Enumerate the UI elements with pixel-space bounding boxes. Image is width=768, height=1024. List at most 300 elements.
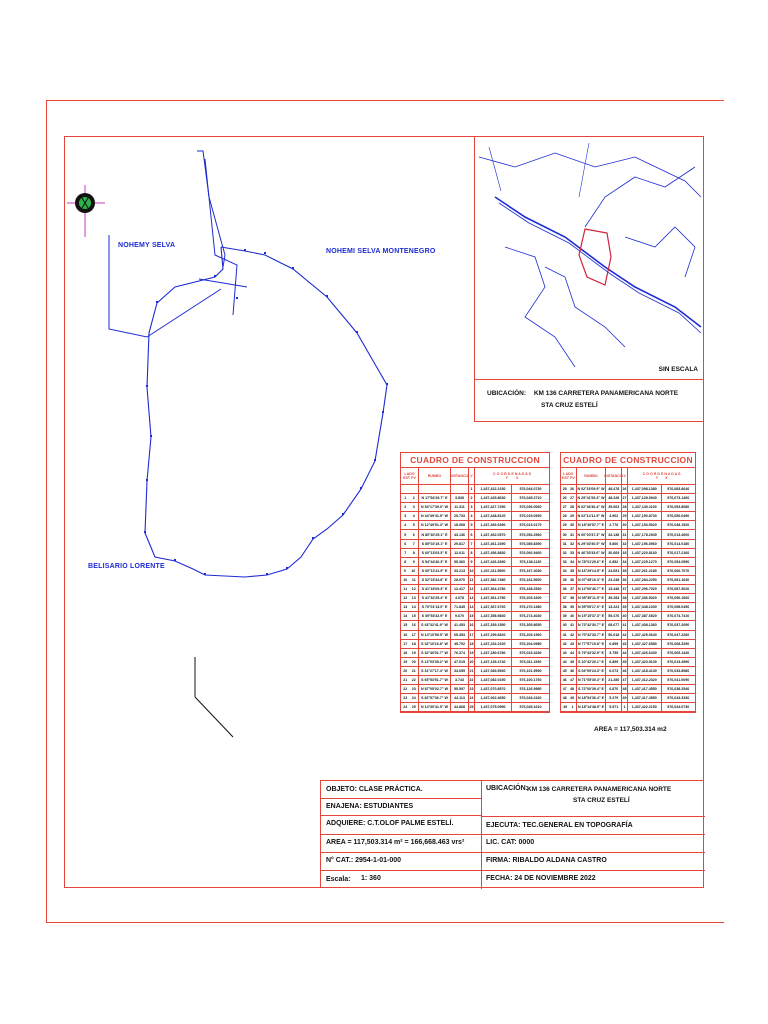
cell-y: 1,437,178.2940 xyxy=(628,530,662,538)
col-lado: LADO xyxy=(563,472,574,476)
cell-distancia: 3.839 xyxy=(451,494,469,502)
cell-rumbo: S 39°53'32.9" E xyxy=(419,612,451,620)
cell-rumbo: N 18°40'57.7" E xyxy=(577,521,607,529)
cell-vertex: 44 xyxy=(622,649,628,657)
cell-est-pv: 42 43 xyxy=(561,640,577,648)
col-x: X xyxy=(515,476,519,480)
inset-location-line2: STA CRUZ ESTELÍ xyxy=(541,402,598,409)
cell-x: 576,204.0980 xyxy=(519,641,542,646)
cell-est-pv: 10 11 xyxy=(401,576,419,584)
cell-rumbo: S 10°42'20.1" E xyxy=(577,658,607,666)
cell-y: 1,437,098.1380 xyxy=(628,485,662,493)
cell-rumbo: S 70°01'13.0" E xyxy=(419,603,451,611)
cell-vertex: 7 xyxy=(469,540,475,548)
cell-y: 1,437,422.2150 xyxy=(475,485,512,493)
cell-rumbo: N 02°46'46.4" W xyxy=(577,503,607,511)
cell-x: 576,274.4040 xyxy=(519,614,542,619)
cell-x: 576,015.0930 xyxy=(519,514,542,519)
cell-distancia: 6.852 xyxy=(606,558,622,566)
cell-est-pv: 37 38 xyxy=(561,594,577,602)
ejecuta-field: EJECUTA: TEC.GENERAL EN TOPOGRAFÍA xyxy=(486,822,633,829)
cell-vertex: 36 xyxy=(622,576,628,584)
inset-location-line1: KM 136 CARRETERA PANAMERICANA NORTE xyxy=(533,390,679,397)
table-row xyxy=(401,558,549,567)
cell-est-pv: 31 32 xyxy=(561,540,577,548)
cell-distancia: 2.776 xyxy=(606,521,622,529)
firma-field: FIRMA: RIBALDO ALDANA CASTRO xyxy=(486,857,607,864)
cell-rumbo: N 14°10'59.5" W xyxy=(419,631,451,639)
area-total: AREA = 117,503.314 m2 xyxy=(594,726,667,733)
cell-x: 576,013.4000 xyxy=(667,532,690,537)
cell-vertex: 11 xyxy=(469,576,475,584)
cell-x: 576,270.1380 xyxy=(519,605,542,610)
cell-distancia: 6.899 xyxy=(606,640,622,648)
cell-est-pv: 6 7 xyxy=(401,540,419,548)
cell-x: 576,087.3020 xyxy=(667,587,690,592)
cell-est-pv: 39 40 xyxy=(561,612,577,620)
cell-x: 576,101.9590 xyxy=(519,668,542,673)
cell-y: 1,437,387.6520 xyxy=(628,612,662,620)
cell-est-pv: 28 29 xyxy=(561,512,577,520)
table-row xyxy=(561,621,695,630)
cell-distancia: 55.476 xyxy=(606,612,622,620)
table-row xyxy=(401,703,549,712)
col-pv: PV xyxy=(411,476,416,480)
cell-rumbo: S 85°02'19.1" E xyxy=(419,540,451,548)
parcel-boundary xyxy=(145,247,387,577)
cell-est-pv: 24 25 xyxy=(401,703,419,711)
col-est: EST xyxy=(561,476,569,480)
cell-distancia: 71.845 xyxy=(451,603,469,611)
col-distancia: DISTANCIA xyxy=(451,468,469,484)
cell-vertex: 20 xyxy=(469,658,475,666)
cell-x: 576,011.1530 xyxy=(519,659,542,664)
cell-y: 1,437,382.7480 xyxy=(475,576,512,584)
cell-x: 576,054.2560 xyxy=(519,532,542,537)
cell-distancia: 55.360 xyxy=(451,558,469,566)
cell-y: 1,437,358.9830 xyxy=(475,612,512,620)
cell-y: 1,437,425.8630 xyxy=(475,494,512,502)
outer-frame-bottom xyxy=(46,922,724,923)
cell-distancia: 9.670 xyxy=(451,612,469,620)
construction-table-title: CUADRO DE CONSTRUCCION xyxy=(401,453,549,468)
cell-distancia: 39.283 xyxy=(606,594,622,602)
ubicacion-line1: KM 136 CARRETERA PANAMERICANA NORTE xyxy=(527,786,672,793)
cell-est-pv: 19 20 xyxy=(401,658,419,666)
cell-vertex: 5 xyxy=(469,521,475,529)
cell-distancia: 76.374 xyxy=(451,649,469,657)
cell-x: 576,050.0490 xyxy=(667,514,690,519)
cell-rumbo: S 41°32'25.4" E xyxy=(419,594,451,602)
table-body-right xyxy=(561,485,695,712)
cell-y: 1,437,427.6580 xyxy=(628,640,662,648)
cell-distancia: 44.868 xyxy=(451,703,469,711)
cell-est-pv: 13 14 xyxy=(401,603,419,611)
cell-rumbo: S 13°03'39.2" W xyxy=(419,658,451,666)
cell-distancia: 48.228 xyxy=(606,494,622,502)
cell-est-pv: 3 4 xyxy=(401,512,419,520)
cell-distancia: 4.078 xyxy=(451,594,469,602)
cell-est-pv: 2 3 xyxy=(401,503,419,511)
cell-est-pv: 22 23 xyxy=(401,685,419,693)
cell-y: 1,437,427.7250 xyxy=(475,503,512,511)
cell-y: 1,437,408.1360 xyxy=(628,621,662,629)
col-distancia: DISTANCIA xyxy=(606,468,622,484)
cell-distancia: 68.677 xyxy=(606,621,622,629)
cell-rumbo: N 78°01'29.6" E xyxy=(577,558,607,566)
cell-y: 1,437,461.2390 xyxy=(475,540,512,548)
cell-y: 1,437,296.7020 xyxy=(628,585,662,593)
cell-est-pv: 12 13 xyxy=(401,594,419,602)
cell-x: 576,305.8650 xyxy=(519,623,542,628)
cell-distancia: 3.743 xyxy=(451,676,469,684)
cell-y: 1,437,225.1270 xyxy=(628,558,662,566)
cell-rumbo: N 87°05'02.7" W xyxy=(419,685,451,693)
cell-vertex: 40 xyxy=(622,612,628,620)
table-row xyxy=(401,585,549,594)
cell-rumbo: S 79°43'32.9" E xyxy=(577,649,607,657)
cell-x: 576,126.9980 xyxy=(519,687,542,692)
cell-y: 1,437,180.6780 xyxy=(475,649,512,657)
table-row xyxy=(561,576,695,585)
table-row xyxy=(401,631,549,640)
escala-label: Escala: xyxy=(326,876,351,883)
cell-rumbo: S 54°44'40.3" E xyxy=(419,558,451,566)
cell-est-pv: 7 8 xyxy=(401,549,419,557)
cell-vertex: 31 xyxy=(622,530,628,538)
table-row xyxy=(561,558,695,567)
cell-rumbo: N 71°05'30.3" E xyxy=(577,676,607,684)
cell-x: 576,043.3330 xyxy=(667,696,690,701)
cell-est-pv: 15 16 xyxy=(401,621,419,629)
cell-x: 576,043.4160 xyxy=(519,696,542,701)
table-row xyxy=(401,521,549,530)
cell-distancia: 13.223 xyxy=(606,603,622,611)
cell-vertex: 14 xyxy=(469,603,475,611)
cell-est-pv: 23 24 xyxy=(401,694,419,702)
cell-x: 576,014.0180 xyxy=(667,541,690,546)
cell-y: 1,437,361.2780 xyxy=(475,594,512,602)
cell-y: 1,437,070.8570 xyxy=(475,685,512,693)
cell-est-pv: 17 18 xyxy=(401,640,419,648)
cell-x: 576,013.4590 xyxy=(667,659,690,664)
parcel-highlight xyxy=(579,229,611,285)
cell-rumbo: N 18°54'36.4" E xyxy=(577,694,607,702)
inset-map-drawing xyxy=(475,137,704,379)
cell-distancia: 30.669 xyxy=(606,549,622,557)
scale-note: SIN ESCALA xyxy=(658,366,698,373)
cell-vertex: 12 xyxy=(469,585,475,593)
cell-vertex: 9 xyxy=(469,558,475,566)
cell-distancia: 47.015 xyxy=(451,658,469,666)
cell-distancia: 4.902 xyxy=(606,512,622,520)
cell-rumbo: N 77°57'10.8" E xyxy=(577,640,607,648)
cell-y: 1,437,367.6760 xyxy=(475,603,512,611)
table-row xyxy=(401,603,549,612)
outer-frame-top xyxy=(46,100,724,101)
cell-x: 576,048.1520 xyxy=(667,523,690,528)
cell-distancia: 33.213 xyxy=(451,567,469,575)
cell-vertex: 29 xyxy=(622,512,628,520)
cell-vertex: 49 xyxy=(622,694,628,702)
cell-rumbo: N 00°20'47.3" W xyxy=(577,530,607,538)
cell-x: 576,053.8080 xyxy=(667,505,690,510)
cell-rumbo: N 70°32'33.7" E xyxy=(577,631,607,639)
cell-vertex: 10 xyxy=(469,567,475,575)
col-v: V xyxy=(622,468,628,484)
cell-vertex: 41 xyxy=(622,621,628,629)
cell-distancia: 45.702 xyxy=(451,640,469,648)
cell-rumbo: N 17°54'29.7" E xyxy=(419,494,451,502)
cell-y: 1,437,284.2250 xyxy=(628,576,662,584)
cell-x: 576,138.1130 xyxy=(519,559,542,564)
col-y: Y xyxy=(505,476,508,480)
cell-y: 1,437,062.4650 xyxy=(475,694,512,702)
cell-y: 1,437,128.0940 xyxy=(628,494,662,502)
cell-x: 576,100.1760 xyxy=(519,678,542,683)
cell-rumbo: S 65°53'51.7" W xyxy=(419,676,451,684)
cell-rumbo: N 15°15'37.3" E xyxy=(577,612,607,620)
location-inset-map xyxy=(474,137,704,380)
cell-y: 1,437,423.9130 xyxy=(628,658,662,666)
cell-x: 576,023.3230 xyxy=(519,650,542,655)
cell-y: 1,437,466.6390 xyxy=(475,521,512,529)
cell-x: 576,203.1960 xyxy=(519,632,542,637)
ubicacion-label: UBICACIÓN: xyxy=(486,785,528,792)
table-row xyxy=(561,567,695,576)
cell-distancia: 12.611 xyxy=(451,549,469,557)
table-header xyxy=(561,468,695,485)
cell-est-pv: 1 2 xyxy=(401,494,419,502)
table-row xyxy=(561,549,695,558)
cell-distancia: 28.970 xyxy=(451,576,469,584)
cell-vertex: 16 xyxy=(469,621,475,629)
cell-distancia: 41.453 xyxy=(451,621,469,629)
cell-x: 576,167.4030 xyxy=(519,568,542,573)
cell-est-pv: 25 26 xyxy=(561,485,577,493)
cell-x: 576,168.2530 xyxy=(519,587,542,592)
cell-y: 1,437,448.8120 xyxy=(475,512,512,520)
cell-distancia: 11.311 xyxy=(451,503,469,511)
cell-vertex: 26 xyxy=(622,485,628,493)
table-row xyxy=(561,521,695,530)
cell-vertex: 38 xyxy=(622,594,628,602)
cell-rumbo: N 07°45'10.3" E xyxy=(577,576,607,584)
cell-vertex: 47 xyxy=(622,676,628,684)
table-row xyxy=(401,612,549,621)
road-line xyxy=(205,159,237,315)
cell-est-pv: 9 10 xyxy=(401,567,419,575)
construction-table-title: CUADRO DE CONSTRUCCION xyxy=(561,453,695,468)
cell-y: 1,437,348.1030 xyxy=(628,603,662,611)
cell-est-pv: 30 31 xyxy=(561,530,577,538)
construction-table-left xyxy=(400,452,550,713)
cell-distancia: 29.817 xyxy=(451,540,469,548)
table-row xyxy=(401,530,549,539)
cell-y: 1,437,082.0150 xyxy=(475,676,512,684)
cell-x: 576,161.5600 xyxy=(519,577,542,582)
cell-distancia: 13.448 xyxy=(606,585,622,593)
cell-vertex: 3 xyxy=(469,503,475,511)
cell-x: 576,054.0590 xyxy=(667,559,690,564)
cell-distancia: 18.068 xyxy=(451,521,469,529)
cell-est-pv: 47 48 xyxy=(561,685,577,693)
col-coordenadas: C O O R D E N A D A S xyxy=(492,472,531,476)
table-row xyxy=(561,667,695,676)
cell-x: 576,065.1420 xyxy=(667,650,690,655)
vertex-markers xyxy=(144,249,388,575)
cell-x: 576,038.2540 xyxy=(667,687,690,692)
table-row xyxy=(401,649,549,658)
cell-x: 576,013.0170 xyxy=(519,523,542,528)
cell-distancia: 44.113 xyxy=(451,694,469,702)
cell-est-pv: 36 37 xyxy=(561,585,577,593)
cell-est-pv: 21 22 xyxy=(401,676,419,684)
cell-est-pv: 35 36 xyxy=(561,576,577,584)
construction-table-right xyxy=(560,452,696,713)
cell-y: 1,437,339.1550 xyxy=(475,621,512,629)
owner-label-west: BELISARIO LORENTE xyxy=(88,563,165,570)
cell-vertex: 6 xyxy=(469,530,475,538)
cell-rumbo: S 60°12'41.9" E xyxy=(419,567,451,575)
cell-y: 1,437,261.2180 xyxy=(628,567,662,575)
table-row xyxy=(561,640,695,649)
table-row xyxy=(561,585,695,594)
cell-rumbo: S 02°23'34.8" E xyxy=(419,576,451,584)
cell-y: 1,437,418.4130 xyxy=(628,667,662,675)
cell-rumbo: N 12°49'51.3" W xyxy=(419,521,451,529)
cell-distancia xyxy=(451,485,469,493)
north-arrow-icon xyxy=(67,185,105,237)
neighbor-boundary xyxy=(109,235,221,337)
cell-rumbo: N 29°41'53.3" W xyxy=(577,494,607,502)
cell-rumbo: N 44°49'41.9" W xyxy=(419,512,451,520)
cell-est-pv: 43 44 xyxy=(561,649,577,657)
cell-vertex: 45 xyxy=(622,658,628,666)
table-row xyxy=(401,549,549,558)
cell-rumbo: S 04°09'24.3" E xyxy=(577,667,607,675)
table-header xyxy=(401,468,549,485)
table-row xyxy=(561,494,695,503)
cell-est-pv: 8 9 xyxy=(401,558,419,566)
cell-est-pv: 27 28 xyxy=(561,503,577,511)
cell-x: 576,047.2260 xyxy=(667,632,690,637)
cell-vertex: 48 xyxy=(622,685,628,693)
cell-x: 576,073.1400 xyxy=(667,496,690,501)
cell-distancia: 3.755 xyxy=(606,649,622,657)
cell-x: 576,066.7070 xyxy=(667,568,690,573)
table-row xyxy=(561,658,695,667)
cell-vertex: 30 xyxy=(622,521,628,529)
cell-est-pv: 20 21 xyxy=(401,667,419,675)
cell-vertex: 34 xyxy=(622,558,628,566)
cell-est-pv xyxy=(401,485,419,493)
cell-rumbo: S 32°10'16.8" W xyxy=(419,640,451,648)
cell-y: 1,437,412.2320 xyxy=(628,676,662,684)
table-row xyxy=(401,667,549,676)
cell-x: 576,044.0730 xyxy=(519,487,542,492)
cell-y: 1,437,299.8320 xyxy=(475,631,512,639)
table-row xyxy=(561,485,695,494)
cell-rumbo: N 54°17'39.0" W xyxy=(419,503,451,511)
cell-y: 1,437,425.0640 xyxy=(628,631,662,639)
cell-rumbo: N 05°05'17.0" E xyxy=(577,603,607,611)
escala-value: 1: 360 xyxy=(361,875,381,882)
cell-est-pv: 38 39 xyxy=(561,603,577,611)
col-x: X xyxy=(665,476,668,480)
cell-distancia: 23.248 xyxy=(606,576,622,584)
table-body-left xyxy=(401,485,549,712)
cell-vertex: 1 xyxy=(469,485,475,493)
cell-rumbo: S 31°27'17.4" W xyxy=(419,667,451,675)
cell-distancia: 6.899 xyxy=(606,658,622,666)
owner-label-northeast: NOHEMI SELVA MONTENEGRO xyxy=(326,248,436,255)
table-row xyxy=(401,640,549,649)
col-est: EST xyxy=(403,476,411,480)
table-row xyxy=(401,567,549,576)
cell-vertex: 25 xyxy=(469,703,475,711)
cell-rumbo: N 05°35'11.5" E xyxy=(577,594,607,602)
cell-x: 576,044.0730 xyxy=(667,705,690,710)
lic-cat-field: LIC. CAT: 0000 xyxy=(486,839,535,846)
cell-vertex: 1 xyxy=(622,703,628,711)
table-row xyxy=(561,676,695,685)
cell-x: 576,085.8390 xyxy=(519,541,542,546)
inset-location-box xyxy=(474,380,704,422)
cell-est-pv: 48 49 xyxy=(561,694,577,702)
cell-rumbo: N 73°42'30.7" E xyxy=(577,621,607,629)
cell-vertex: 13 xyxy=(469,594,475,602)
cell-y: 1,437,083.5930 xyxy=(475,667,512,675)
cell-vertex: 23 xyxy=(469,685,475,693)
cell-est-pv: 4 5 xyxy=(401,521,419,529)
cell-vertex: 21 xyxy=(469,667,475,675)
cell-vertex: 46 xyxy=(622,667,628,675)
cell-est-pv: 5 6 xyxy=(401,530,419,538)
table-row xyxy=(561,649,695,658)
cell-y: 1,437,411.5500 xyxy=(475,567,512,575)
cell-est-pv: 18 19 xyxy=(401,649,419,657)
table-row xyxy=(561,603,695,612)
adquiere-field: ADQUIERE: C.T.OLOF PALME ESTELÍ. xyxy=(326,820,454,827)
cell-distancia: 34.655 xyxy=(451,667,469,675)
cell-vertex: 8 xyxy=(469,549,475,557)
outer-frame-left xyxy=(46,100,47,923)
cell-distancia: 5.860 xyxy=(606,540,622,548)
cell-est-pv: 29 30 xyxy=(561,521,577,529)
cell-y: 1,437,140.1100 xyxy=(628,503,662,511)
cell-distancia: 43.138 xyxy=(606,530,622,538)
cell-rumbo: N 80°40'25.1" E xyxy=(419,530,451,538)
cell-x: 576,203.1600 xyxy=(519,596,542,601)
cell-x: 576,037.2090 xyxy=(667,623,690,628)
numero-catastral-field: N° CAT.: 2954-1-01-000 xyxy=(326,857,402,864)
cell-rumbo: N 02°16'09.9" W xyxy=(577,485,607,493)
cell-y: 1,437,232.2100 xyxy=(475,640,512,648)
cell-x: 576,045.2710 xyxy=(519,496,542,501)
cell-y: 1,437,364.4780 xyxy=(475,585,512,593)
cell-rumbo: S 32°40'01.7" W xyxy=(419,649,451,657)
cell-x: 576,017.2160 xyxy=(667,550,690,555)
cell-distancia: 29.733 xyxy=(451,512,469,520)
owner-label-northwest: NOHEMY SELVA xyxy=(118,242,176,249)
cell-vertex: 43 xyxy=(622,640,628,648)
cell-rumbo: S 72°00'39.4" E xyxy=(577,685,607,693)
cell-rumbo: N 46°33'33.6" W xyxy=(577,549,607,557)
cell-rumbo: N 18°14'48.9" E xyxy=(577,703,607,711)
cell-x: 576,074.7410 xyxy=(667,614,690,619)
cell-vertex: 2 xyxy=(469,494,475,502)
